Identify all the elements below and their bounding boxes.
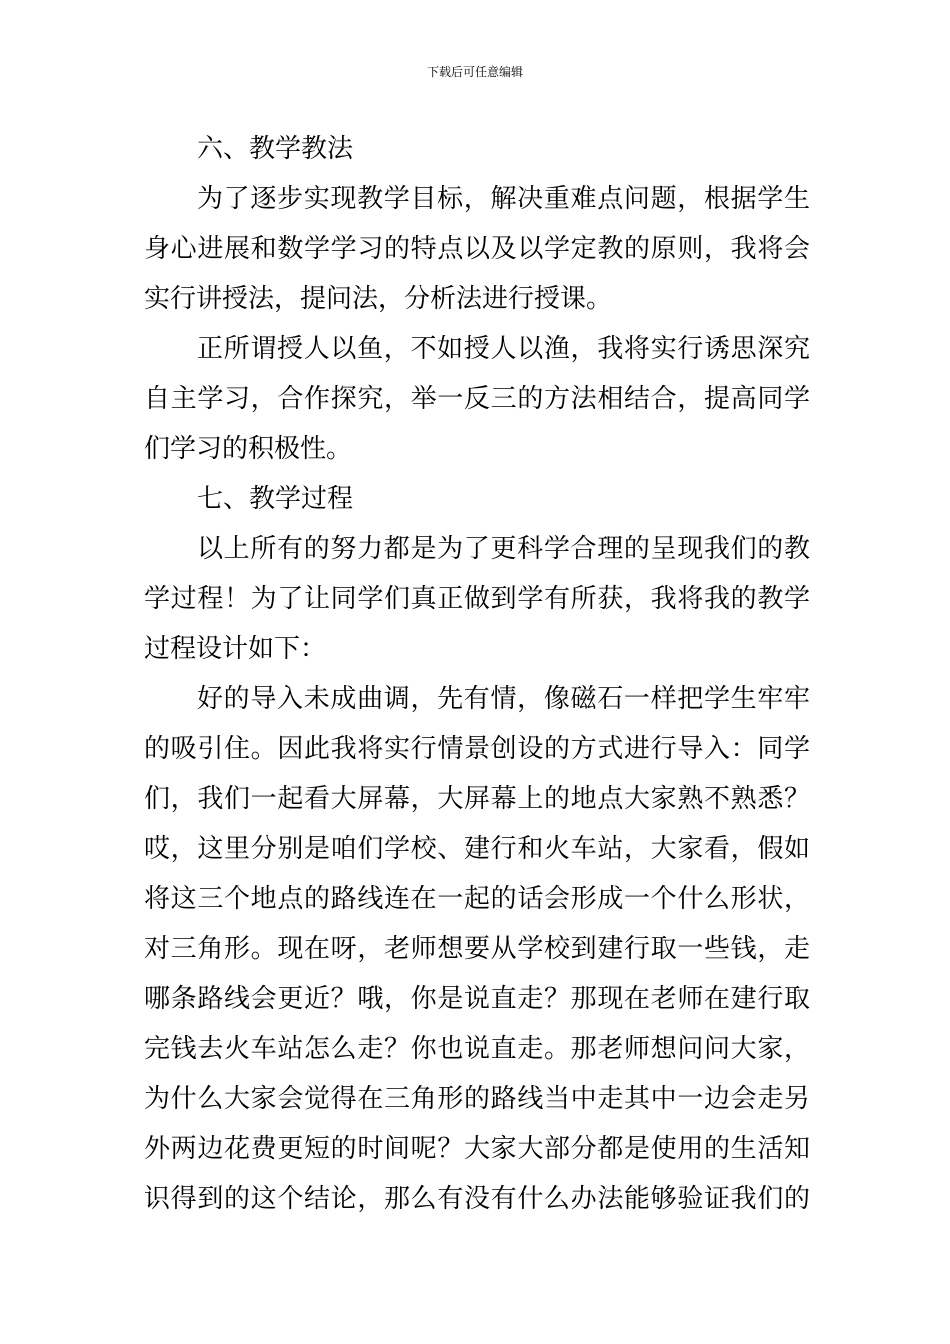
paragraph-line: 哎，这里分别是咱们学校、建行和火车站，大家看，假如 <box>144 834 810 864</box>
paragraph-line: 为了逐步实现教学目标，解决重难点问题，根据学生 <box>197 184 810 214</box>
paragraph-line: 实行讲授法，提问法，分析法进行授课。 <box>144 284 613 314</box>
paragraph-line: 身心进展和数学学习的特点以及以学定教的原则，我将会 <box>144 234 810 264</box>
page-header: 下载后可任意编辑 <box>426 65 523 79</box>
paragraph-line: 自主学习，合作探究，举一反三的方法相结合，提高同学 <box>144 384 810 414</box>
paragraph-line: 好的导入未成曲调，先有情，像磁石一样把学生牢牢 <box>197 684 810 714</box>
paragraph-line: 正所谓授人以鱼，不如授人以渔，我将实行诱思深究 <box>197 334 810 364</box>
paragraph-line: 的吸引住。因此我将实行情景创设的方式进行导入：同学 <box>144 734 810 764</box>
paragraph-line: 哪条路线会更近？哦，你是说直走？那现在老师在建行取 <box>144 984 810 1014</box>
paragraph-line: 外两边花费更短的时间呢？大家大部分都是使用的生活知 <box>144 1134 810 1164</box>
paragraph-line: 完钱去火车站怎么走？你也说直走。那老师想问问大家， <box>144 1034 810 1064</box>
section-heading-teaching-process: 七、教学过程 <box>197 484 354 514</box>
paragraph-line: 对三角形。现在呀，老师想要从学校到建行取一些钱，走 <box>144 934 810 964</box>
paragraph-line: 以上所有的努力都是为了更科学合理的呈现我们的教 <box>197 534 810 564</box>
section-heading-teaching-methods: 六、教学教法 <box>197 134 354 164</box>
document-body <box>144 124 810 1224</box>
paragraph-line: 为什么大家会觉得在三角形的路线当中走其中一边会走另 <box>144 1084 810 1114</box>
paragraph-line: 学过程！为了让同学们真正做到学有所获，我将我的教学 <box>144 584 810 614</box>
paragraph-line: 们，我们一起看大屏幕，大屏幕上的地点大家熟不熟悉？ <box>144 784 810 814</box>
paragraph-line: 们学习的积极性。 <box>144 434 353 464</box>
paragraph-line: 识得到的这个结论，那么有没有什么办法能够验证我们的 <box>144 1184 810 1214</box>
paragraph-line: 过程设计如下： <box>144 634 327 664</box>
paragraph-line: 将这三个地点的路线连在一起的话会形成一个什么形状， <box>144 884 810 914</box>
